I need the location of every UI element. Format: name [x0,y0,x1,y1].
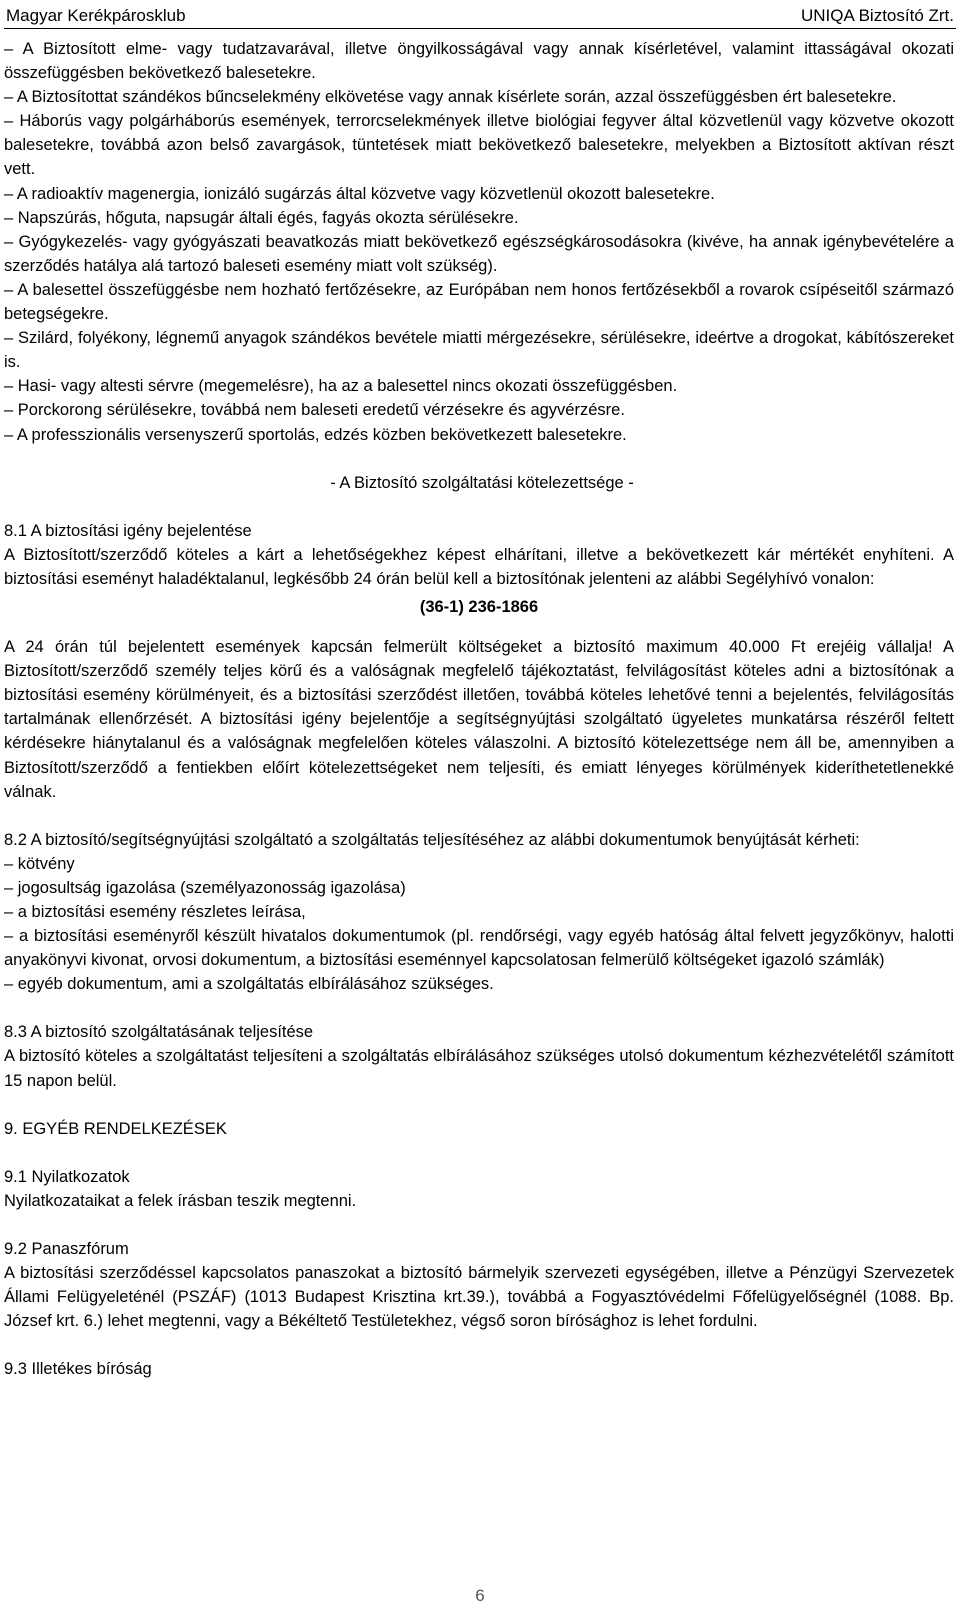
list-item: – a biztosítási esemény részletes leírása, [4,903,306,921]
list-item: – Háborús vagy polgárháborús események, terrorcselekmények illetve biológiai fegyver által közvetlenül vagy közvetve okozott balesetekre, továbbá azon belső zavargások, tüntetések miatt bekövetkező balesetekre, melyekben a Biztosított aktívan részt vett. [4,112,954,179]
exclusions-list [4,37,954,447]
section-9-3-heading: 9.3 Illetékes bíróság [4,1360,152,1379]
section-9-2-heading: 9.2 Panaszfórum [4,1239,129,1258]
section-8-1-paragraph: A Biztosított/szerződő köteles a kárt a lehetőségekhez képest elhárítani, illetve a bekövetkezett kár mértékét enyhíteni. A biztosítási eseményt haladéktalanul, legkésőbb 24 órán belül kell a biztosítónak jelenteni az alábbi Segélyhívó vonalon: [4,545,954,588]
section-8-1-heading: 8.1 A biztosítási igény bejelentése [4,521,252,540]
list-item: – jogosultság igazolása (személyazonosság igazolása) [4,878,406,897]
list-item: – A Biztosítottat szándékos bűncselekmény elkövetése vagy annak kísérlete során, azzal összefüggésben ért balesetekre. [4,88,897,107]
header-right-title: UNIQA Biztosító Zrt. [800,6,954,25]
page-header [6,2,954,26]
header-divider [4,28,956,29]
helpline-phone: (36-1) 236-1866 [419,597,539,616]
list-item: – Szilárd, folyékony, légnemű anyagok szándékos bevétele miatti mérgezésekre, sérülésekre, ideértve a drogokat, kábítószereket is. [4,329,954,372]
list-item: – Porckorong sérülésekre, továbbá nem baleseti eredetű vérzésekre és agyvérzésre. [4,401,625,420]
list-item: – a biztosítási eseményről készült hivatalos dokumentumok (pl. rendőrségi, vagy egyéb hatóság által felvett jegyzőkönyv, halotti anyakönyvi kivonat, orvosi dokumentum, a biztosítási eseménnyel kapcsolatosan felmerülő költségeket igazoló számlák) [4,927,954,970]
list-item: – Hasi- vagy altesti sérvre (megemelésre), ha az a balesettel nincs okozati összefüggésben. [4,377,678,396]
section-8-3-heading: 8.3 A biztosító szolgáltatásának teljesítése [4,1023,314,1042]
list-item: – A balesettel összefüggésbe nem hozható fertőzésekre, az Európában nem honos fertőzésekből a rovarok csípéseitől származó betegségekre. [4,280,954,324]
list-item: – A radioaktív magenergia, ionizáló sugárzás által közvetve vagy közvetlenül okozott balesetekre. [4,184,715,203]
list-item: – kötvény [4,854,75,873]
page-number: 6 [475,1586,485,1605]
section-9-1-heading: 9.1 Nyilatkozatok [4,1167,130,1186]
list-item: – A Biztosított elme- vagy tudatzavarával, illetve öngyilkosságával vagy annak kísérletével, valamint ittasságával okozati összefüggésben bekövetkező balesetekre. [4,40,954,83]
section-9-heading: 9. EGYÉB RENDELKEZÉSEK [4,1119,227,1138]
list-item: – Napszúrás, hőguta, napsugár általi égés, fagyás okozta sérülésekre. [4,208,519,227]
list-item: – Gyógykezelés- vagy gyógyászati beavatkozás miatt bekövetkező egészségkárosodásokra (kivéve, ha annak igénybevételére a szerződés hatálya alá tartozó baleseti esemény miatt volt szükség). [4,232,954,275]
list-item: – A professzionális versenyszerű sportolás, edzés közben bekövetkezett balesetekre. [4,425,627,444]
list-item: – egyéb dokumentum, ami a szolgáltatás elbírálásához szükséges. [4,975,494,994]
header-left-title: Magyar Kerékpárosklub [6,6,186,25]
documents-list [4,852,954,997]
section-8-1-paragraph-2: A 24 órán túl bejelentett események kapcsán felmerült költségeket a biztosító maximum 40.000 Ft erejéig vállalja! A Biztosított/szerződő személy teljes körű és a valóságnak megfelelő tájékoztatást, felvilágosítást köteles adni a biztosítónak a biztosítási esemény körülményeit, és a biztosítási szerződést illetően, továbbá köteles lehetővé tenni a bejelentés, felvilágosítás tartalmának ellenőrzését. A biztosítási igény bejelentője a segítségnyújtási szolgáltató ügyeletes munkatársa részéről feltett kérdésekre hiánytalanul és a valóságnak megfelelően köteles válaszolni. A biztosító kötelezettsége nem áll be, amennyiben a Biztosított/szerződő a fentiekben előírt kötelezettségeket nem teljesíti, és emiatt lényeges körülmények kideríthetetlenekké válnak. [4,638,954,801]
section-title: - A Biztosító szolgáltatási kötelezettsége - [330,473,634,492]
section-8-3-paragraph: A biztosító köteles a szolgáltatást teljesíteni a szolgáltatás elbírálásához szükséges utolsó dokumentum kézhezvételétől számított 15 napon belül. [4,1047,954,1090]
document-body [4,37,954,1381]
section-9-2-paragraph: A biztosítási szerződéssel kapcsolatos panaszokat a biztosító bármelyik szervezeti egységében, illetve a Pénzügyi Szervezetek Állami Felügyeleténél (PSZÁF) (1013 Budapest Krisztina krt.39.), továbbá a Fogyasztóvédelmi Főfelügyelőségnél (1088. Bp. József krt. 6.) lehet megtenni, vagy a Békéltető Testületekhez, végső soron bírósághoz is lehet fordulni. [4,1264,954,1331]
section-9-1-paragraph: Nyilatkozataikat a felek írásban teszik megtenni. [4,1191,357,1210]
section-8-2-intro: 8.2 A biztosító/segítségnyújtási szolgáltató a szolgáltatás teljesítéséhez az alábbi dokumentumok benyújtását kérheti: [4,830,860,849]
